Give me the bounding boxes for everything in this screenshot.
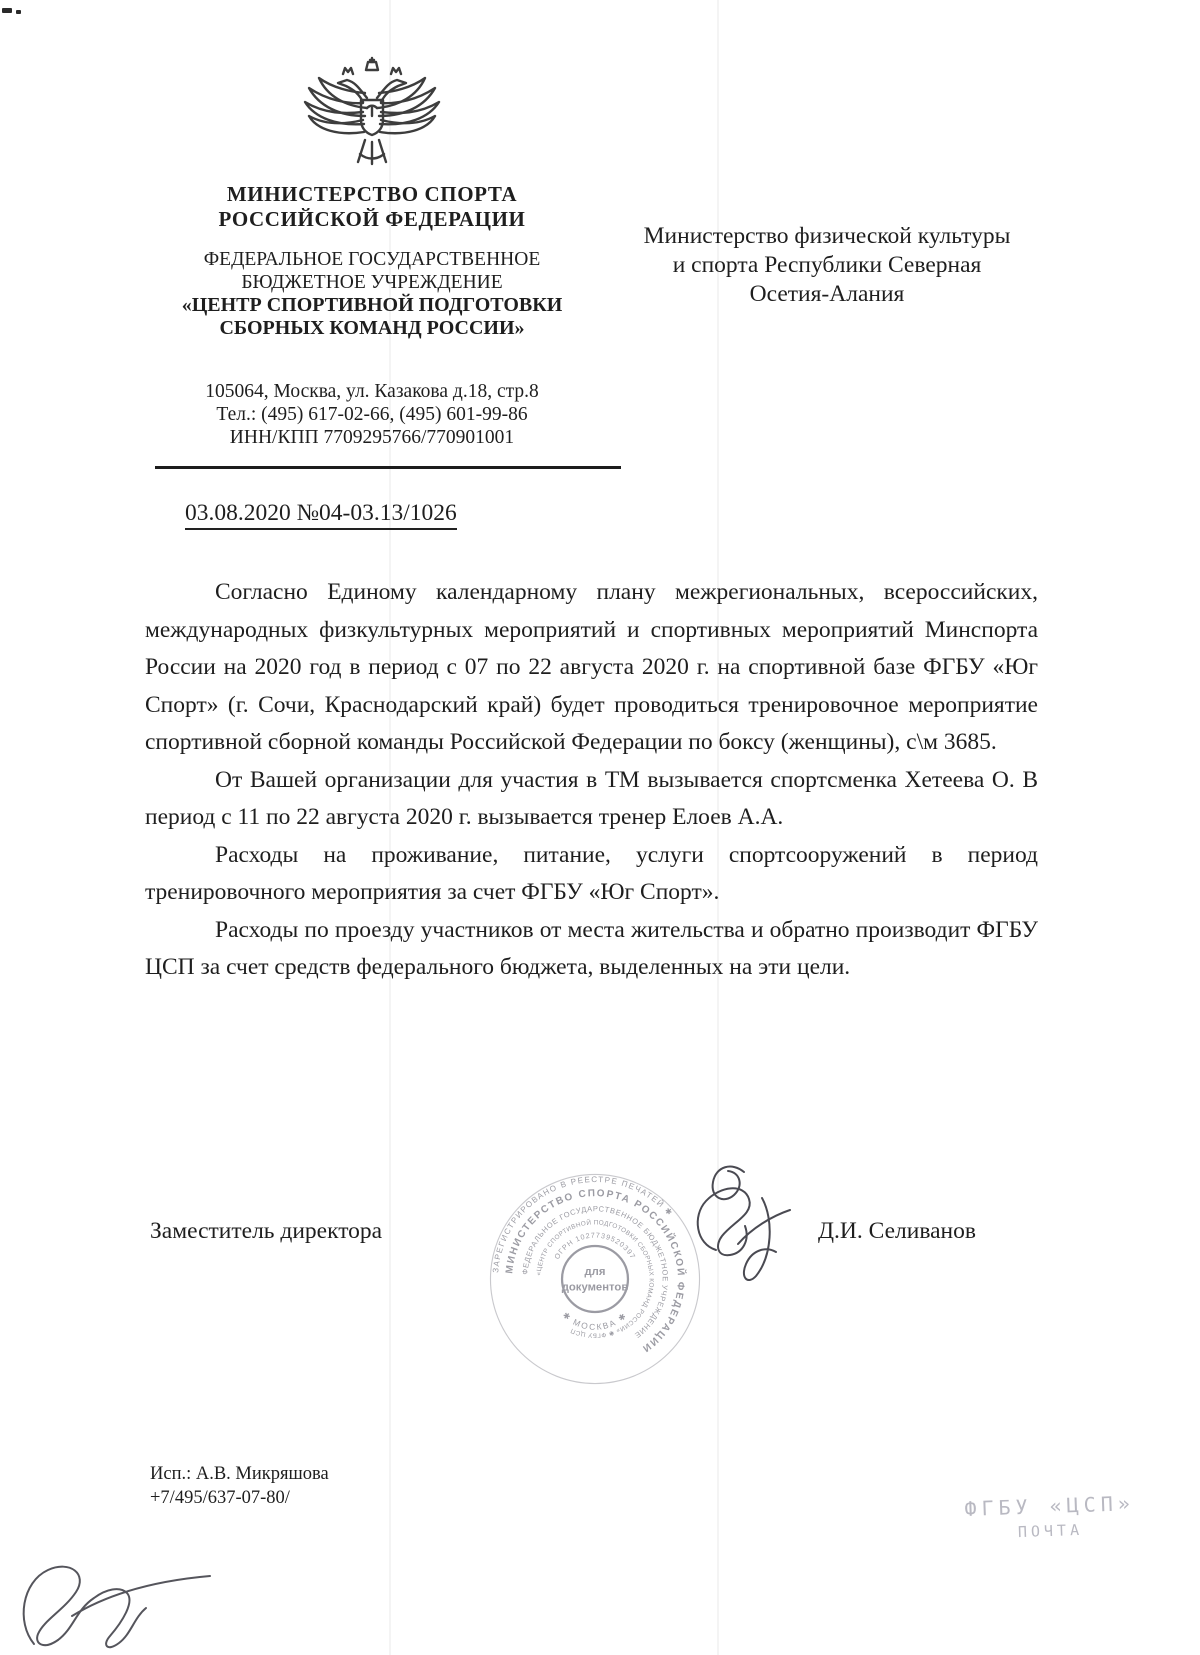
stamp-ring-registration: ЗАРЕГИСТРИРОВАНО В РЕЕСТРЕ ПЕЧАТЕЙ ✱ [491,1174,675,1274]
reference-date-number: 03.08.2020 №04-03.13/1026 [185,500,457,530]
body-paragraph-1: Согласно Единому календарному плану межрегиональных, всероссийских, международных физкультурных мероприятий и спортивных мероприятий Минспорта России на 2020 год в период с 07 по 22 августа 2020 г. на спортивной базе ФГБУ «Юг Спорт» (г. Сочи, Краснодарский край) будет проводиться тренировочное мероприятие спортивной сборной команды Российской Федерации по боксу (женщины), с\м 3685. [145,579,1038,755]
director-signature-scribble [688,1158,793,1288]
org-name-line2: СБОРНЫХ КОМАНД РОССИИ» [219,317,525,339]
mail-stamp-label: ПОЧТА [1017,1520,1084,1542]
org-type-line1: ФЕДЕРАЛЬНОЕ ГОСУДАРСТВЕННОЕ [203,249,541,270]
ministry-name-line1: МИНИСТЕРСТВО СПОРТА [226,182,518,206]
mail-stamp [954,1491,1145,1544]
letter-body [145,574,1038,987]
corner-pen-scribble [14,1542,242,1652]
scan-speck [16,10,21,14]
letterhead [138,56,606,449]
stamp-ring-org-name: «ЦЕНТР СПОРТИВНОЙ ПОДГОТОВКИ СБОРНЫХ КОМАНД РОССИИ» ✱ ФГБУ ЦСП [535,1219,655,1339]
coat-of-arms-icon [297,56,447,174]
org-name-line1: «ЦЕНТР СПОРТИВНОЙ ПОДГОТОВКИ [181,294,563,316]
body-paragraph-4: Расходы по проезду участников от места жительства и обратно производит ФГБУ ЦСП за счет средств федерального бюджета, выделенных на эти цели. [145,916,1038,980]
org-type-line2: БЮДЖЕТНОЕ УЧРЕЖДЕНИЕ [241,272,503,293]
recipient-line2: и спорта Республики Северная [672,252,982,278]
signer-name: Д.И. Селиванов [818,1218,976,1244]
org-address: 105064, Москва, ул. Казакова д.18, стр.8 [205,381,539,402]
signer-position: Заместитель директора [150,1218,383,1244]
recipient-line3: Осетия-Алания [749,281,905,307]
stamp-city: ✱ МОСКВА ✱ [560,1309,630,1332]
ministry-name-line2: РОССИЙСКОЙ ФЕДЕРАЦИИ [218,207,526,231]
stamp-ogrn: ОГРН 1027739520397 [553,1231,637,1261]
executor-block [150,1462,329,1510]
stamp-center-line2: документов [561,1281,629,1294]
scan-speck [2,8,12,13]
stamp-ring-org: ФЕДЕРАЛЬНОЕ ГОСУДАРСТВЕННОЕ БЮДЖЕТНОЕ УЧРЕЖДЕНИЕ [520,1204,670,1341]
executor-phone: +7/495/637-07-80/ [150,1488,290,1508]
mail-stamp-org: ФГБУ «ЦСП» [964,1491,1136,1521]
org-phone: Тел.: (495) 617-02-66, (495) 601-99-86 [216,404,528,425]
stamp-ring-ministry: МИНИСТЕРСТВО СПОРТА РОССИЙСКОЙ ФЕДЕРАЦИИ [504,1188,686,1355]
executor-name: Исп.: А.В. Микряшова [150,1464,329,1484]
round-stamp [482,1166,708,1392]
stamp-center-line1: для [584,1266,606,1279]
org-inn-kpp: ИНН/КПП 7709295766/770901001 [229,427,515,448]
body-paragraph-3: Расходы на проживание, питание, услуги спортсооружений в период тренировочного мероприятия за счет ФГБУ «Юг Спорт». [145,841,1038,905]
body-paragraph-2: От Вашей организации для участия в ТМ вызывается спортсменка Хетеева О. В период с 11 по 22 августа 2020 г. вызывается тренер Елоев А.А. [145,766,1038,830]
recipient-block [612,222,1042,309]
recipient-line1: Министерство физической культуры [643,223,1011,249]
letterhead-separator-line [155,466,621,469]
